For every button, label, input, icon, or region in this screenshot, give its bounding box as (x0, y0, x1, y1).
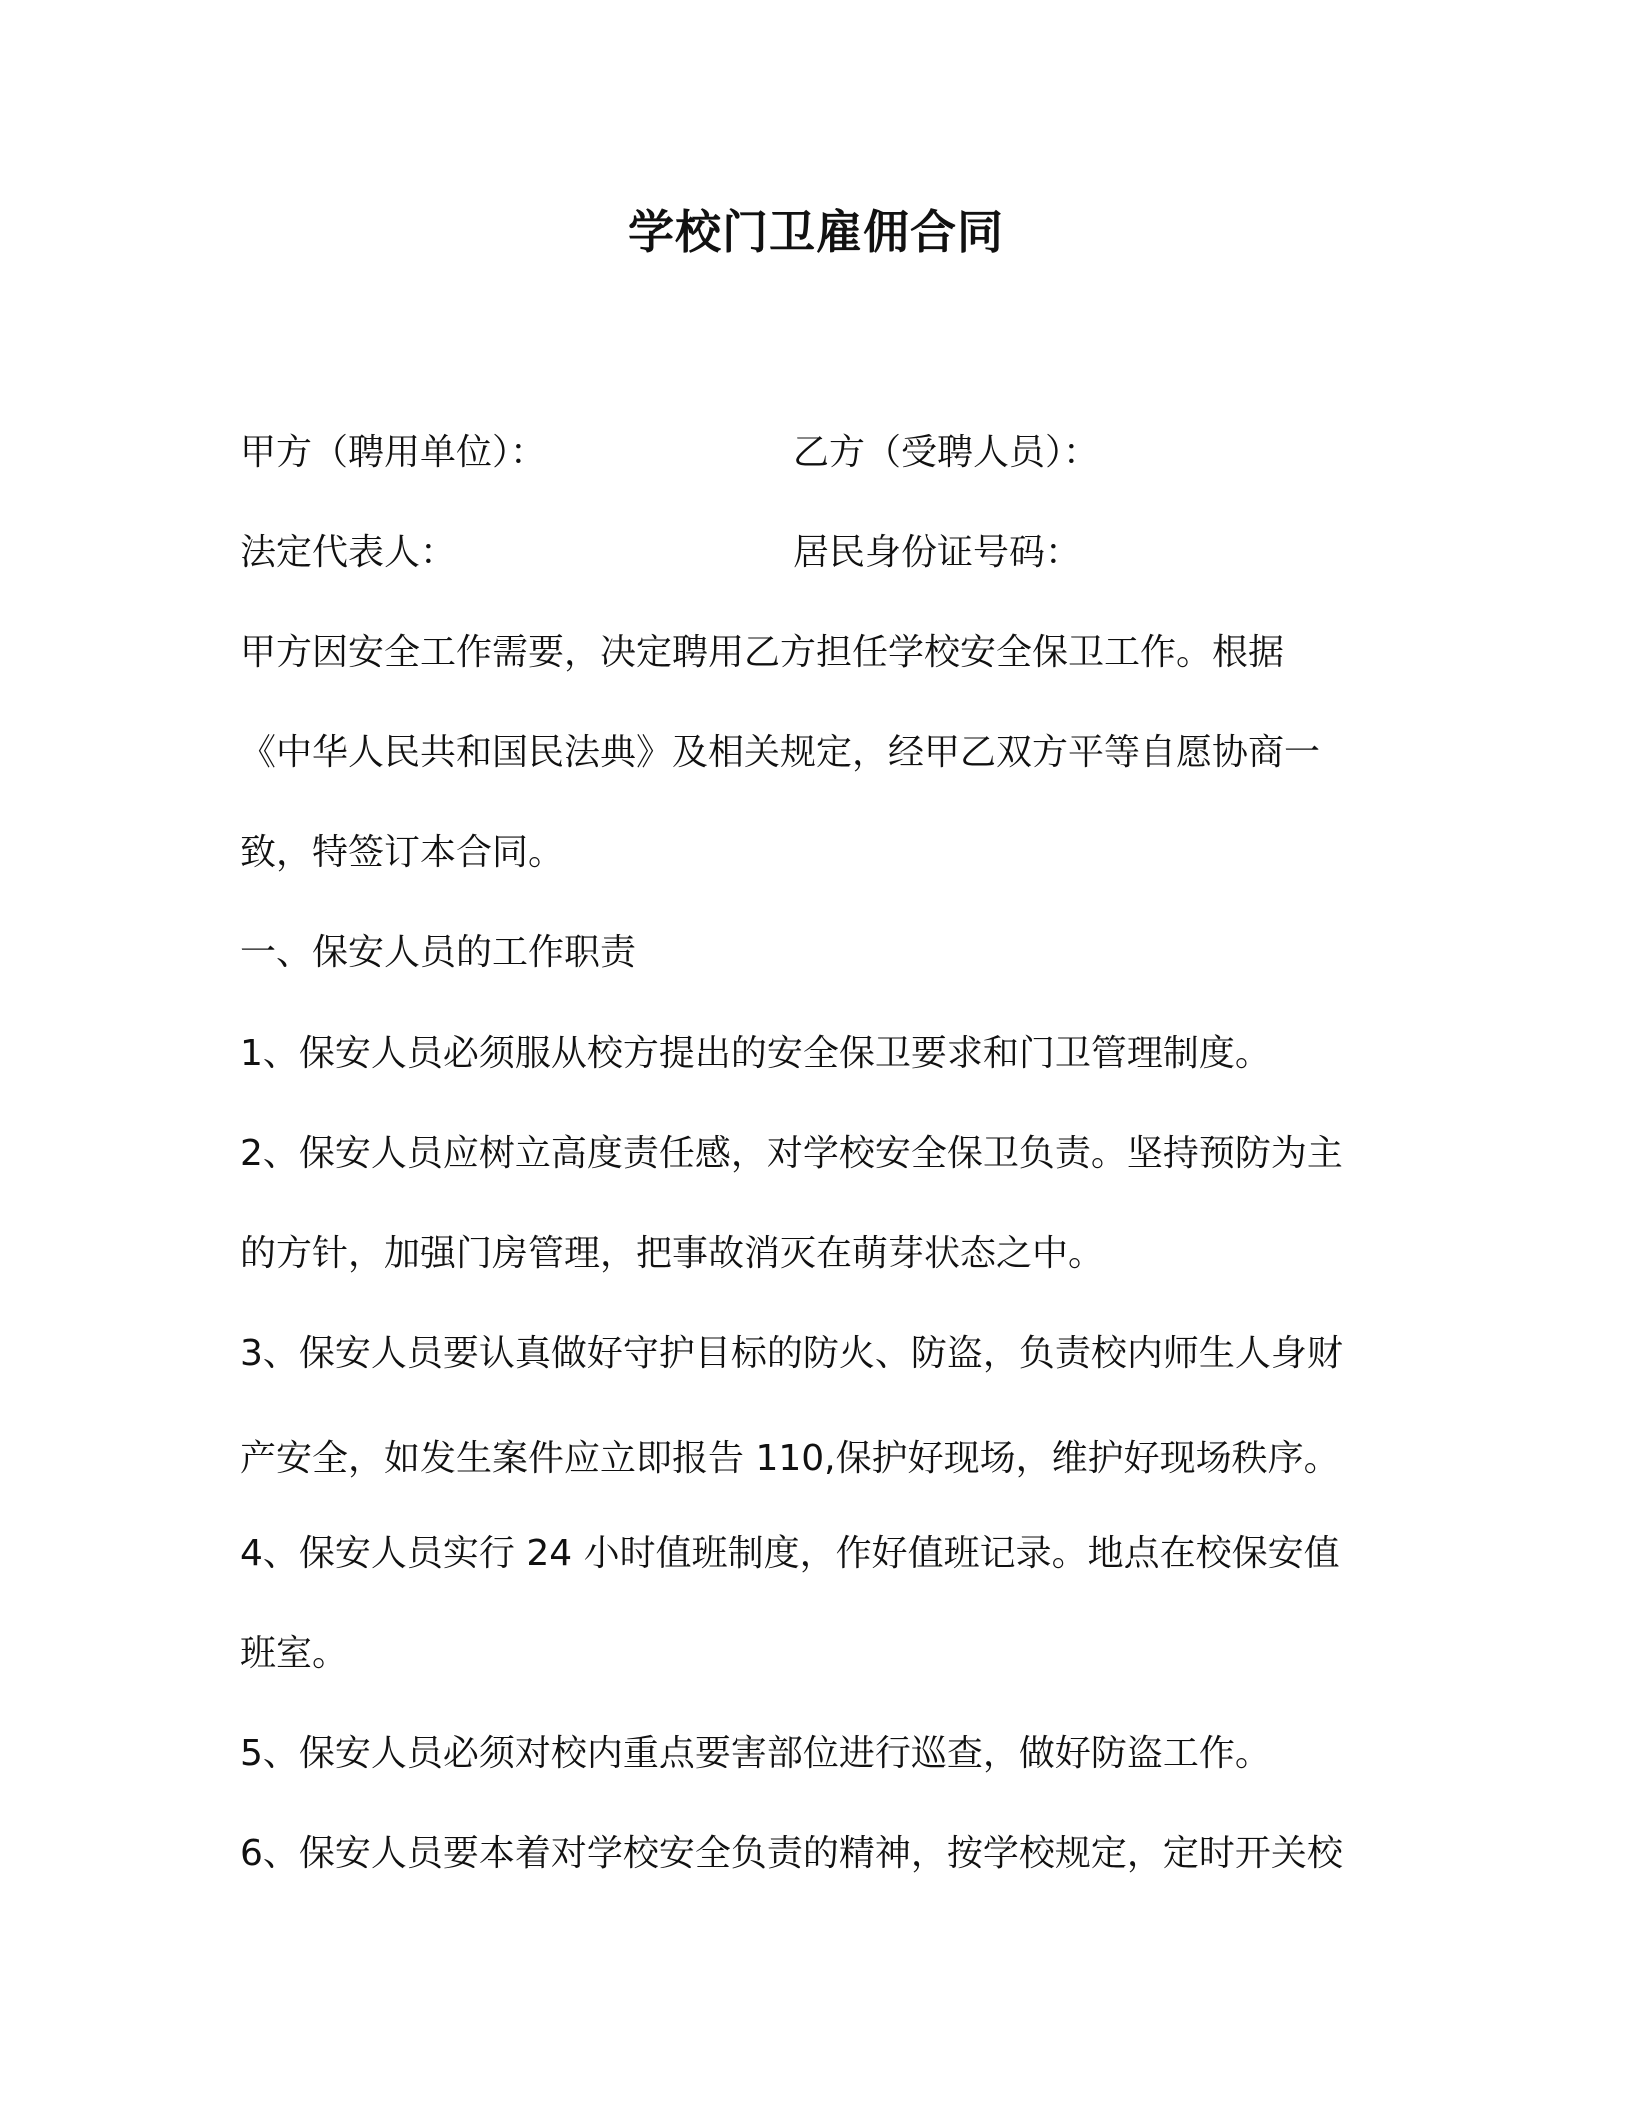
party-b-label: 乙方（受聘人员）： (793, 432, 1100, 473)
party-a-label: 甲方（聘用单位）： (240, 432, 547, 473)
duty-item-4-line-1: 4、保安人员实行 24 小时值班制度，作好值班记录。地点在校保安值 (240, 1533, 1340, 1574)
duty-item-5: 5、保安人员必须对校内重点要害部位进行巡查，做好防盗工作。 (240, 1733, 1271, 1774)
document-title: 学校门卫雇佣合同 (628, 205, 1004, 259)
duty-item-1: 1、保安人员必须服从校方提出的安全保卫要求和门卫管理制度。 (240, 1033, 1271, 1074)
legal-representative-label: 法定代表人： (240, 532, 457, 573)
duty-item-4-line-2: 班室。 (240, 1633, 349, 1674)
intro-line-3: 致，特签订本合同。 (240, 832, 565, 873)
duty-item-3-line-1: 3、保安人员要认真做好守护目标的防火、防盗，负责校内师生人身财 (240, 1333, 1343, 1374)
section-heading-duties: 一、保安人员的工作职责 (240, 932, 637, 973)
duty-item-2-line-2: 的方针，加强门房管理，把事故消灭在萌芽状态之中。 (240, 1233, 1105, 1274)
duty-item-6-line-1: 6、保安人员要本着对学校安全负责的精神，按学校规定，定时开关校 (240, 1833, 1343, 1874)
id-number-label: 居民身份证号码： (793, 532, 1082, 573)
intro-line-2: 《中华人民共和国民法典》及相关规定，经甲乙双方平等自愿协商一 (240, 732, 1321, 773)
duty-item-3-line-2: 产安全，如发生案件应立即报告 110,保护好现场，维护好现场秩序。 (240, 1438, 1340, 1479)
intro-line-1: 甲方因安全工作需要，决定聘用乙方担任学校安全保卫工作。根据 (240, 632, 1285, 673)
duty-item-2-line-1: 2、保安人员应树立高度责任感，对学校安全保卫负责。坚持预防为主 (240, 1133, 1343, 1174)
